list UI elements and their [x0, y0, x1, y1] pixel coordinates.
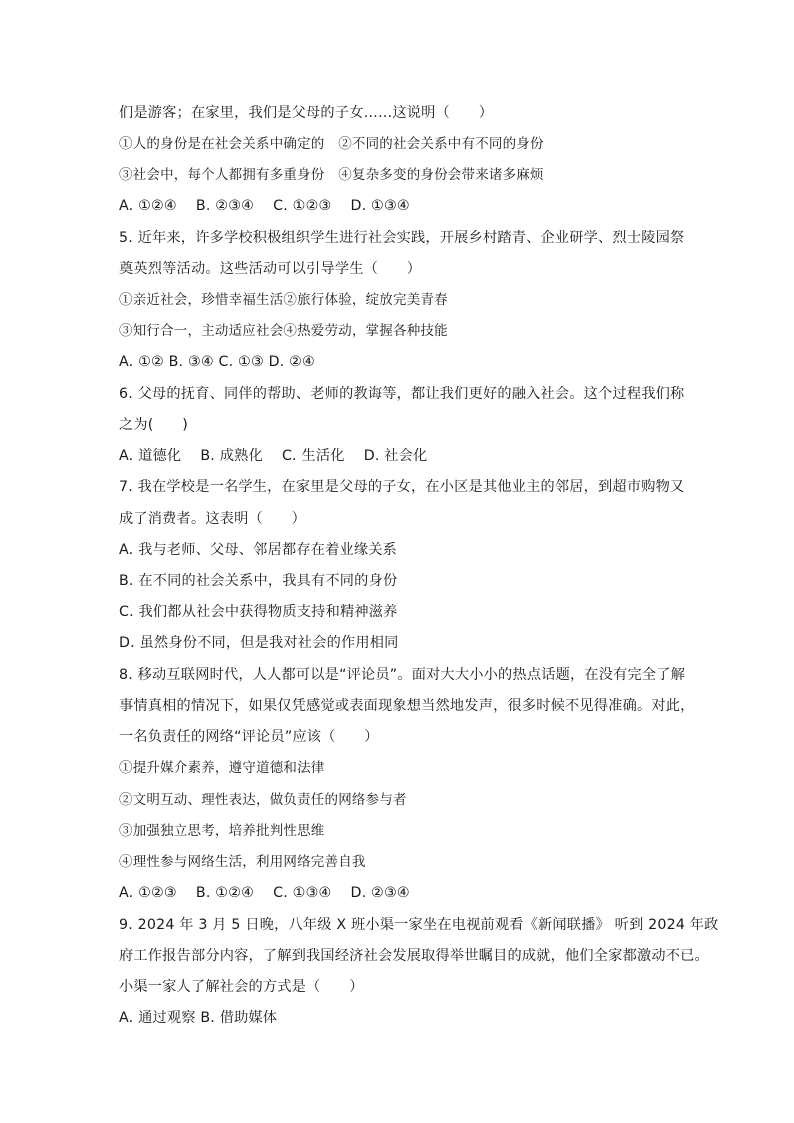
question-8-statement-2: ②文明互动、理性表达，做负责任的网络参与者 — [119, 792, 407, 808]
question-9-stem-line-3: 小渠一家人了解社会的方式是（ ） — [119, 979, 364, 995]
question-4-stem-continued: 们是游客；在家里，我们是父母的子女……这说明（ ） — [119, 105, 494, 121]
question-5-options: A. ①② B. ③④ C. ①③ D. ②④ — [119, 354, 315, 370]
question-9-options: A. 通过观察 B. 借助媒体 — [119, 1010, 278, 1026]
question-8-options: A. ①②③ B. ①②④ C. ①③④ D. ②③④ — [119, 885, 410, 901]
question-4-statement-row-1: ①人的身份是在社会关系中确定的 ②不同的社会关系中有不同的身份 — [119, 136, 544, 152]
question-8-statement-1: ①提升媒介素养，遵守道德和法律 — [119, 760, 325, 776]
question-5-stem-line-1: 5. 近年来，许多学校积极组织学生进行社会实践，开展乡村踏青、企业研学、烈士陵园祭 — [119, 230, 685, 246]
question-7-stem-line-1: 7. 我在学校是一名学生，在家里是父母的子女，在小区是其他业主的邻居，到超市购物又 — [119, 479, 685, 495]
question-7-option-c: C. 我们都从社会中获得物质支持和精神滋养 — [119, 604, 398, 620]
question-5-stem-line-2: 奠英烈等活动。这些活动可以引导学生（ ） — [119, 261, 422, 277]
question-8-stem-line-1: 8. 移动互联网时代，人人都可以是“评论员”。面对大大小小的热点话题，在没有完全了解 — [119, 667, 686, 683]
question-7-option-b: B. 在不同的社会关系中，我具有不同的身份 — [119, 573, 398, 589]
question-4-statement-row-2: ③社会中，每个人都拥有多重身份 ④复杂多变的身份会带来诸多麻烦 — [119, 167, 544, 183]
question-8-stem-line-2: 事情真相的情况下，如果仅凭感觉或表面现象想当然地发声，很多时候不见得准确。对此， — [119, 698, 695, 714]
question-9-stem-line-1: 9. 2024 年 3 月 5 日晚，八年级 X 班小渠一家坐在电视前观看《新闻联播》 听到 2024 年政 — [119, 917, 719, 933]
question-6-options: A. 道德化 B. 成熟化 C. 生活化 D. 社会化 — [119, 448, 428, 464]
question-8-stem-line-3: 一名负责任的网络“评论员”应该（ ） — [119, 729, 379, 745]
question-7-option-a: A. 我与老师、父母、邻居都存在着业缘关系 — [119, 542, 398, 558]
question-6-stem-line-2: 之为( ) — [119, 417, 189, 433]
question-8-statement-4: ④理性参与网络生活，利用网络完善自我 — [119, 854, 366, 870]
question-5-statement-row-1: ①亲近社会，珍惜幸福生活②旅行体验，绽放完美青春 — [119, 292, 448, 308]
question-7-stem-line-2: 成了消费者。这表明（ ） — [119, 511, 307, 527]
question-5-statement-row-2: ③知行合一，主动适应社会④热爱劳动，掌握各种技能 — [119, 323, 448, 339]
question-7-option-d: D. 虽然身份不同，但是我对社会的作用相同 — [119, 635, 399, 651]
question-6-stem-line-1: 6. 父母的抚育、同伴的帮助、老师的教诲等，都让我们更好的融入社会。这个过程我们称 — [119, 386, 685, 402]
question-8-statement-3: ③加强独立思考，培养批判性思维 — [119, 823, 325, 839]
question-4-options: A. ①②④ B. ②③④ C. ①②③ D. ①③④ — [119, 198, 410, 214]
question-9-stem-line-2: 府工作报告部分内容，了解到我国经济社会发展取得举世瞩目的成就，他们全家都激动不已。 — [119, 948, 709, 964]
